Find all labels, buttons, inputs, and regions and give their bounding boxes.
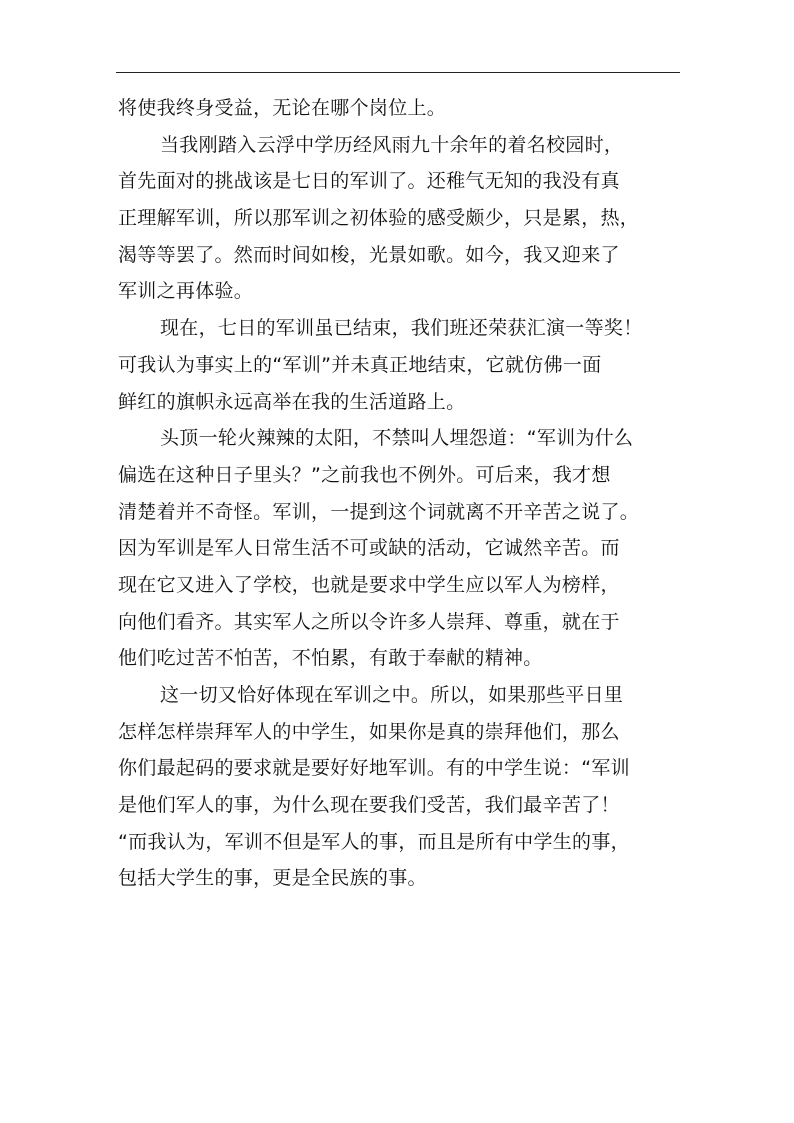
text-line: 是他们军人的事，为什么现在要我们受苦，我们最辛苦了！ — [118, 794, 620, 817]
body-text — [118, 90, 688, 897]
text-line: 偏选在这种日子里头？”之前我也不例外。可后来，我才想 — [118, 463, 611, 486]
text-line: 现在它又进入了学校，也就是要求中学生应以军人为榜样， — [118, 573, 620, 596]
text-line: 你们最起码的要求就是要好好地军训。有的中学生说：“军训 — [118, 757, 630, 780]
text-line: 可我认为事实上的“军训”并未真正地结束，它就仿佛一面 — [118, 353, 602, 376]
text-line: “而我认为，军训不但是军人的事，而且是所有中学生的事， — [118, 830, 630, 853]
text-line: 包括大学生的事，更是全民族的事。 — [118, 867, 427, 890]
text-line: 首先面对的挑战该是七日的军训了。还稚气无知的我没有真 — [118, 170, 620, 193]
text-line: 清楚着并不奇怪。军训，一提到这个词就离不开辛苦之说了。 — [118, 500, 640, 523]
text-line: 鲜红的旗帜永远高举在我的生活道路上。 — [118, 390, 466, 413]
text-line: 因为军训是军人日常生活不可或缺的活动，它诚然辛苦。而 — [118, 537, 620, 560]
text-line: 正理解军训，所以那军训之初体验的感受颇少，只是累，热， — [118, 207, 640, 230]
header-rule — [116, 72, 680, 73]
paragraph-start-line: 当我刚踏入云浮中学历经风雨九十余年的着名校园时， — [160, 133, 624, 156]
paragraph-start-line: 这一切又恰好体现在军训之中。所以，如果那些平日里 — [160, 684, 624, 706]
paragraph-start-line: 头顶一轮火辣辣的太阳，不禁叫人埋怨道：“军训为什么 — [160, 427, 634, 450]
paragraph-start-line: 现在，七日的军训虽已结束，我们班还荣获汇演一等奖！ — [160, 317, 643, 340]
text-line: 渴等等罢了。然而时间如梭，光景如歌。如今，我又迎来了 — [118, 243, 620, 266]
text-line: 将使我终身受益，无论在哪个岗位上。 — [118, 97, 447, 119]
text-line: 军训之再体验。 — [118, 280, 254, 303]
text-line: 向他们看齐。其实军人之所以令许多人崇拜、尊重，就在于 — [118, 610, 620, 633]
text-line: 他们吃过苦不怕苦，不怕累，有敢于奉献的精神。 — [118, 647, 543, 670]
text-line: 怎样怎样崇拜军人的中学生，如果你是真的崇拜他们，那么 — [118, 720, 620, 743]
